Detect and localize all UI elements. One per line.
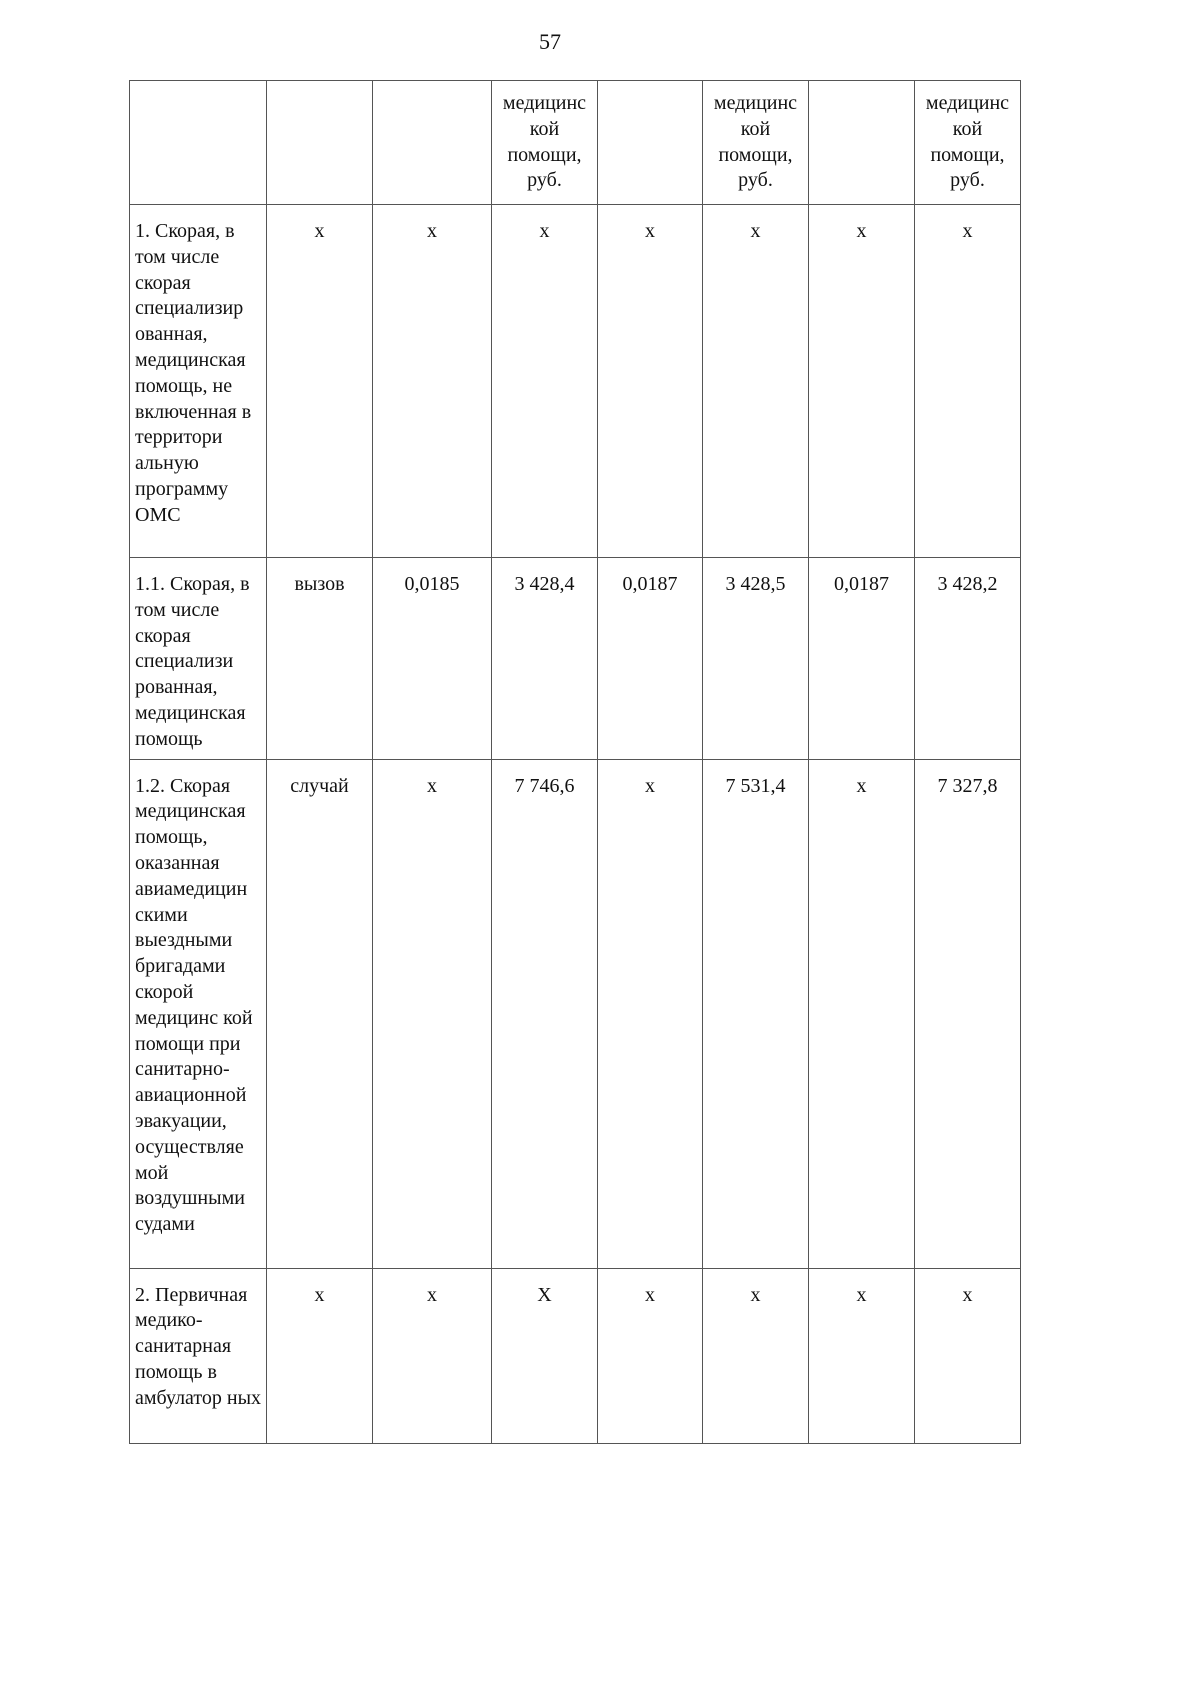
table-cell: х <box>809 205 915 558</box>
table-cell: 3 428,2 <box>915 558 1021 760</box>
table-cell: х <box>373 759 492 1268</box>
table-cell: х <box>373 205 492 558</box>
table-cell: 7 746,6 <box>492 759 598 1268</box>
table-row <box>130 205 1021 558</box>
table-cell: х <box>492 205 598 558</box>
header-cell: медицинс кой помощи, руб. <box>703 81 809 205</box>
table-cell: 3 428,4 <box>492 558 598 760</box>
table-cell: х <box>703 1268 809 1443</box>
header-cell <box>809 81 915 205</box>
header-cell: медицинс кой помощи, руб. <box>915 81 1021 205</box>
page-number: 57 <box>539 29 561 54</box>
header-cell <box>598 81 703 205</box>
header-cell <box>130 81 267 205</box>
table-cell: 0,0187 <box>809 558 915 760</box>
table-cell: х <box>267 1268 373 1443</box>
unit-cell: вызов <box>267 558 373 760</box>
table-cell: х <box>915 205 1021 558</box>
row-name-cell: 2. Первичная медико- санитарная помощь в амбулатор ных <box>130 1268 267 1443</box>
table-cell: х <box>703 205 809 558</box>
row-name-cell: 1.1. Скорая, в том числе скорая специализи рованная, медицинская помощь <box>130 558 267 760</box>
table-cell: х <box>915 1268 1021 1443</box>
header-cell <box>267 81 373 205</box>
unit-cell: случай <box>267 759 373 1268</box>
row-name-cell: 1. Скорая, в том числе скорая специализир ованная, медицинская помощь, не включенная в территори альную программу ОМС <box>130 205 267 558</box>
table-cell: 7 531,4 <box>703 759 809 1268</box>
table-cell: х <box>598 1268 703 1443</box>
table-cell: 0,0187 <box>598 558 703 760</box>
table-cell: 7 327,8 <box>915 759 1021 1268</box>
table-row <box>130 1268 1021 1443</box>
header-cell: медицинс кой помощи, руб. <box>492 81 598 205</box>
table-row <box>130 759 1021 1268</box>
table-cell: 3 428,5 <box>703 558 809 760</box>
table-cell: х <box>598 759 703 1268</box>
row-name-cell: 1.2. Скорая медицинская помощь, оказанная авиамедицин скими выездными бригадами скорой медицинс кой помощи при санитарно- авиационной эвакуации, осуществляе мой воздушными судами <box>130 759 267 1268</box>
header-cell <box>373 81 492 205</box>
table-cell: х <box>809 1268 915 1443</box>
table-header-row <box>130 81 1021 205</box>
table-cell: х <box>809 759 915 1268</box>
table-cell: х <box>373 1268 492 1443</box>
table-cell: Х <box>492 1268 598 1443</box>
table-cell: х <box>267 205 373 558</box>
table-cell: х <box>598 205 703 558</box>
table-cell: 0,0185 <box>373 558 492 760</box>
table-row <box>130 558 1021 760</box>
data-table <box>129 80 1021 1444</box>
